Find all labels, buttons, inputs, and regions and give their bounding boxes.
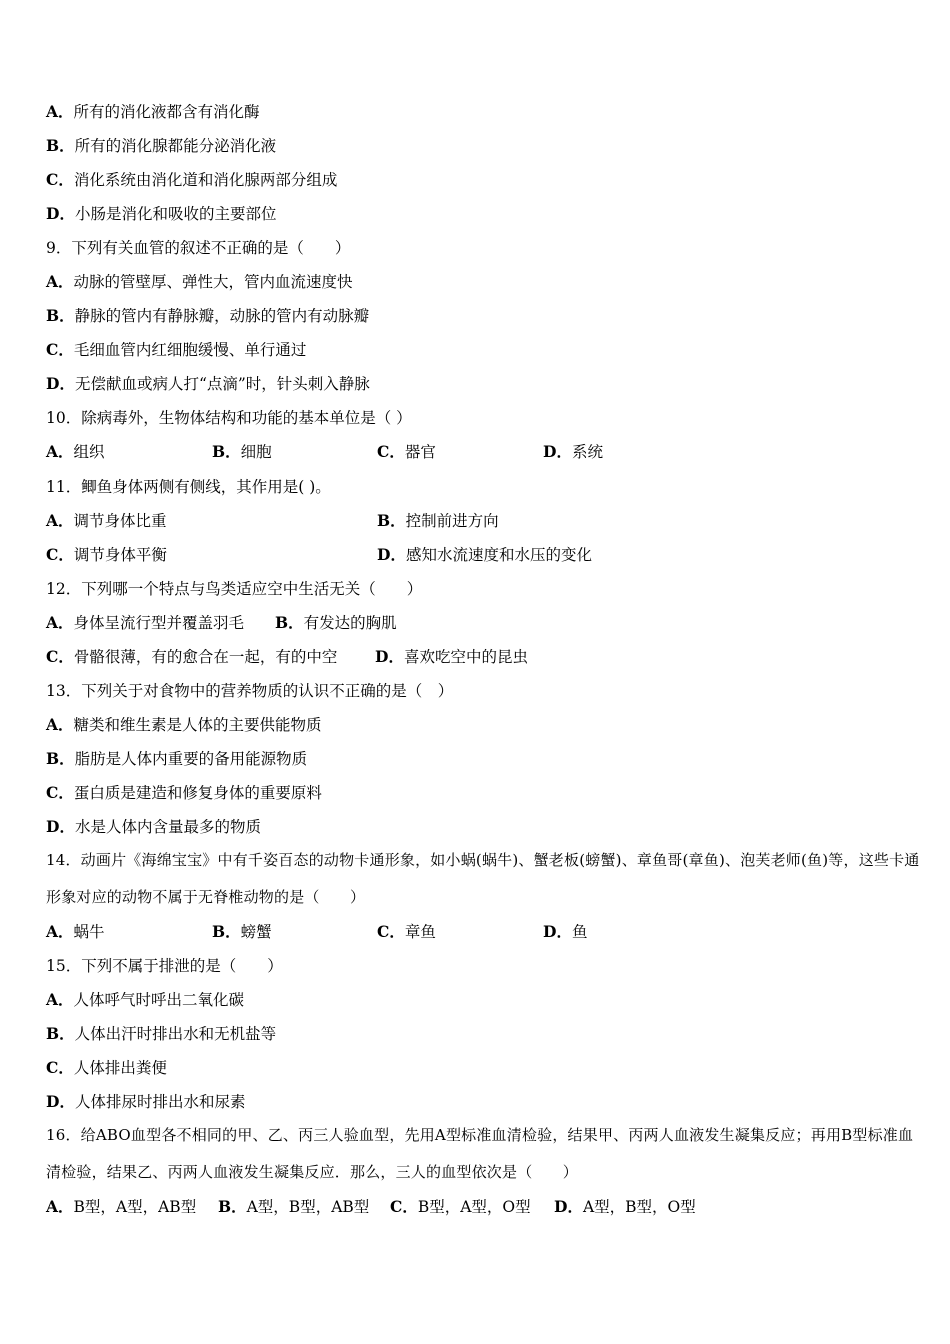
q9-stem: 9．下列有关血管的叙述不正确的是（ ） <box>46 239 351 257</box>
q16-option-d: D．A型，B型，O型 <box>554 1197 696 1216</box>
q10-option-a: A．组织 <box>46 442 105 461</box>
q12-options-row1 <box>46 612 920 634</box>
q15-option-d: D．人体排尿时排出水和尿素 <box>46 1092 246 1111</box>
q14-option-c: C．章鱼 <box>377 922 436 941</box>
q9-option-d: D．无偿献血或病人打“点滴”时，针头刺入静脉 <box>46 374 370 393</box>
q12-stem: 12．下列哪一个特点与鸟类适应空中生活无关（ ） <box>46 580 423 598</box>
q16-stem: 16．给ABO血型各不相同的甲、乙、丙三人验血型，先用A型标准血清检验，结果甲、丙两人血液发生凝集反应；再用B型标准血清检验，结果乙、丙两人血液发生凝集反应．那么，三人的血型依次是（ ） <box>46 1126 914 1181</box>
q14-option-a: A．蜗牛 <box>46 922 105 941</box>
q15-option-c: C．人体排出粪便 <box>46 1058 167 1077</box>
q10-stem: 10．除病毒外，生物体结构和功能的基本单位是（ ） <box>46 409 412 427</box>
q11-options-row1 <box>46 510 920 532</box>
q13-option-d: D．水是人体内含量最多的物质 <box>46 817 261 836</box>
q11-option-c: C．调节身体平衡 <box>46 545 167 564</box>
q16-options <box>46 1196 920 1218</box>
q12-option-c: C．骨骼很薄，有的愈合在一起，有的中空 <box>46 647 338 666</box>
q14-option-b: B．螃蟹 <box>212 922 272 941</box>
q12-option-a: A．身体呈流行型并覆盖羽毛 <box>46 613 245 632</box>
q15-option-b: B．人体出汗时排出水和无机盐等 <box>46 1024 277 1043</box>
q16-option-a: A．B型，A型，AB型 <box>46 1197 197 1216</box>
q15-option-a: A．人体呼气时呼出二氧化碳 <box>46 990 245 1009</box>
q13-option-a: A．糖类和维生素是人体的主要供能物质 <box>46 715 322 734</box>
q14-option-d: D．鱼 <box>543 922 588 941</box>
q9-option-a: A．动脉的管壁厚、弹性大，管内血流速度快 <box>46 272 353 291</box>
q11-option-a: A．调节身体比重 <box>46 511 167 530</box>
q12-options-row2 <box>46 646 920 668</box>
q9-option-c: C．毛细血管内红细胞缓慢、单行通过 <box>46 340 307 359</box>
q12-option-b: B．有发达的胸肌 <box>275 613 397 632</box>
q16-option-b: B．A型，B型，AB型 <box>218 1197 370 1216</box>
q11-options-row2 <box>46 544 920 566</box>
q8-option-d: D．小肠是消化和吸收的主要部位 <box>46 204 277 223</box>
q10-option-c: C．器官 <box>377 442 436 461</box>
q10-option-b: B．细胞 <box>212 442 272 461</box>
q13-option-c: C．蛋白质是建造和修复身体的重要原料 <box>46 783 322 802</box>
q14-stem: 14．动画片《海绵宝宝》中有千姿百态的动物卡通形象，如小蜗(蜗牛)、蟹老板(螃蟹)、章鱼哥(章鱼)、泡芙老师(鱼)等，这些卡通形象对应的动物不属于无脊椎动物的是（ ） <box>46 851 920 906</box>
q11-option-b: B．控制前进方向 <box>377 511 499 530</box>
q9-option-b: B．静脉的管内有静脉瓣，动脉的管内有动脉瓣 <box>46 306 370 325</box>
q15-stem: 15．下列不属于排泄的是（ ） <box>46 957 283 975</box>
q14-options <box>46 921 920 943</box>
q8-option-b: B．所有的消化腺都能分泌消化液 <box>46 136 277 155</box>
q16-option-c: C．B型，A型，O型 <box>390 1197 531 1216</box>
q13-option-b: B．脂肪是人体内重要的备用能源物质 <box>46 749 308 768</box>
q13-stem: 13．下列关于对食物中的营养物质的认识不正确的是（ ） <box>46 682 454 700</box>
q12-option-d: D．喜欢吃空中的昆虫 <box>375 647 528 666</box>
q10-option-d: D．系统 <box>543 442 603 461</box>
q11-option-d: D．感知水流速度和水压的变化 <box>377 545 592 564</box>
q10-options <box>46 441 920 463</box>
q11-stem: 11．鲫鱼身体两侧有侧线，其作用是( )。 <box>46 478 331 496</box>
q8-option-c: C．消化系统由消化道和消化腺两部分组成 <box>46 170 338 189</box>
q8-option-a: A．所有的消化液都含有消化酶 <box>46 102 260 121</box>
